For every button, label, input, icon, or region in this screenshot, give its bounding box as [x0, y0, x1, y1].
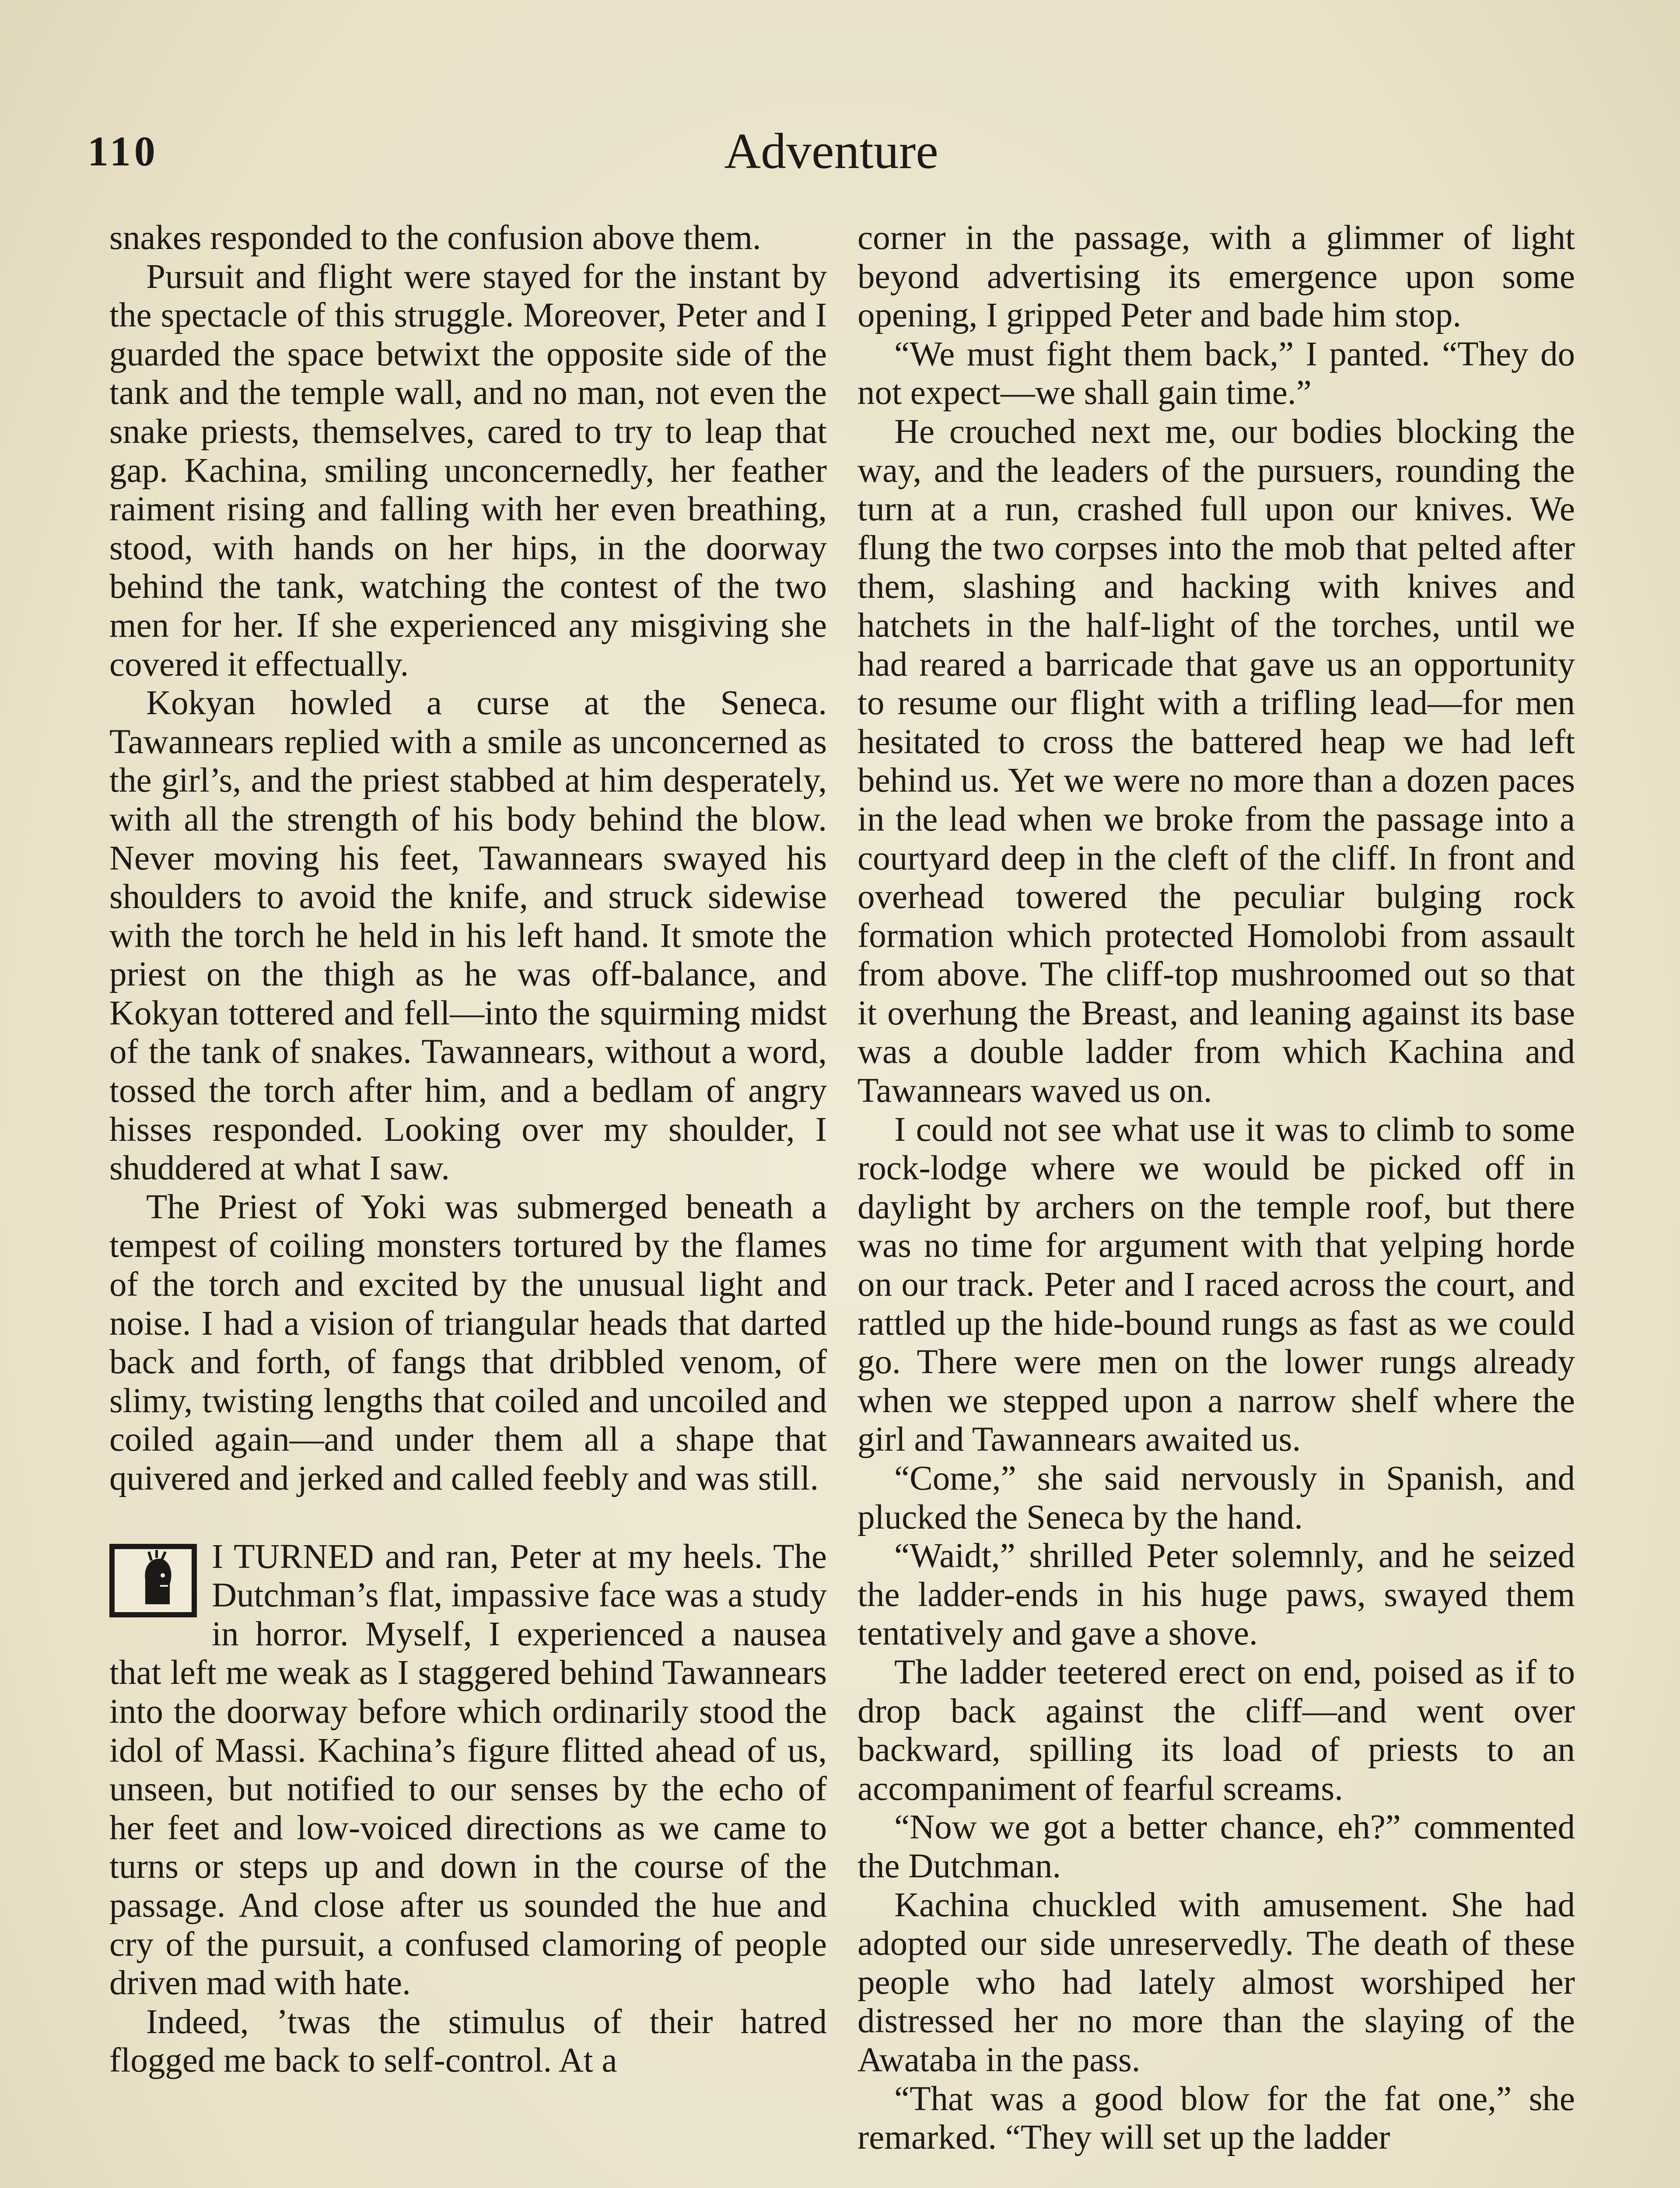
page-number: 110: [88, 128, 159, 175]
paragraph: I could not see what use it was to climb to some rock-lodge where we would be picked off in daylight by archers on the temple roof, but there was no time for argument with that yelping horde on our track. Peter and I raced across the court, and rattled up the hide-bound rungs as fast as we could go. There were men on the lower rungs already when we stepped upon a narrow shelf where the girl and Tawannears awaited us.: [858, 1110, 1575, 1459]
right-column: [858, 219, 1575, 2157]
section-opening: [109, 1538, 827, 2003]
paragraph: He crouched next me, our bodies blocking the way, and the leaders of the pursuers, rounding the turn at a run, crashed full upon our knives. We flung the two corpses into the mob that pelted after them, slashing and hacking with knives and hatchets in the half-light of the torches, until we had reared a barricade that gave us an opportunity to resume our flight with a trifling lead—for men hesitated to cross the battered heap we had left behind us. Yet we were no more than a dozen paces in the lead when we broke from the passage into a courtyard deep in the cleft of the cliff. In front and overhead towered the peculiar bulging rock formation which protected Homolobi from assault from above. The cliff-top mushroomed out so that it overhung the Breast, and leaning against its base was a double ladder from which Kachina and Tawannears waved us on.: [858, 412, 1575, 1110]
page-header: [88, 123, 1575, 184]
left-column: [109, 219, 827, 2080]
paragraph: “Come,” she said nervously in Spanish, and plucked the Seneca by the hand.: [858, 1459, 1575, 1536]
section-break: [109, 1498, 827, 1538]
paragraph: corner in the passage, with a glimmer of light beyond advertising its emergence upon some opening, I gripped Peter and bade him stop.: [858, 219, 1575, 335]
indian-head-icon: [109, 1544, 197, 1617]
running-title: Adventure: [724, 123, 938, 179]
paragraph: Pursuit and flight were stayed for the instant by the spectacle of this struggle. Moreover, Peter and I guarded the space betwixt the opposite side of the tank and the temple wall, and no man, not even the snake priests, themselves, cared to try to leap that gap. Kachina, smiling unconcernedly, her feather raiment rising and falling with her even breathing, stood, with hands on her hips, in the doorway behind the tank, watching the contest of the two men for her. If she experienced any misgiving she covered it effectually.: [109, 257, 827, 684]
paragraph: “That was a good blow for the fat one,” she remarked. “They will set up the ladder: [858, 2079, 1575, 2157]
paragraph: The Priest of Yoki was submerged beneath a tempest of coiling monsters tortured by the flames of the torch and excited by the unusual light and noise. I had a vision of triangular heads that darted back and forth, of fangs that dribbled venom, of slimy, twisting lengths that coiled and uncoiled and coiled again—and under them all a shape that quivered and jerked and called feebly and was still.: [109, 1188, 827, 1497]
paragraph: Kokyan howled a curse at the Seneca. Tawannears replied with a smile as unconcerned as the girl’s, and the priest stabbed at him desperately, with all the strength of his body behind the blow. Never moving his feet, Tawannears swayed his shoulders to avoid the knife, and struck sidewise with the torch he held in his left hand. It smote the priest on the thigh as he was off-balance, and Kokyan tottered and fell—into the squirming midst of the tank of snakes. Tawannears, without a word, tossed the torch after him, and a bedlam of angry hisses responded. Looking over my shoulder, I shuddered at what I saw.: [109, 684, 827, 1188]
paragraph: “Now we got a better chance, eh?” commented the Dutchman.: [858, 1808, 1575, 1885]
paragraph: The ladder teetered erect on end, poised as if to drop back against the cliff—and went over backward, spilling its load of priests to an accompaniment of fearful screams.: [858, 1653, 1575, 1808]
paragraph: “We must fight them back,” I panted. “They do not expect—we shall gain time.”: [858, 335, 1575, 412]
paragraph: snakes responded to the confusion above them.: [109, 219, 761, 257]
paragraph: “Waidt,” shrilled Peter solemnly, and he seized the ladder-ends in his huge paws, swayed them tentatively and gave a shove.: [858, 1537, 1575, 1653]
paragraph: I TURNED and ran, Peter at my heels. The Dutchman’s flat, impassive face was a study in horror. Myself, I experienced a nausea that left me weak as I staggered behind Tawannears into the doorway before which ordinarily stood the idol of Massi. Kachina’s figure flitted ahead of us, unseen, but notified to our senses by the echo of her feet and low-voiced directions as we came to turns or steps up and down in the course of the passage. And close after us sounded the hue and cry of the pursuit, a confused clamoring of people driven mad with hate.: [109, 1537, 827, 2002]
paragraph: Kachina chuckled with amusement. She had adopted our side unreservedly. The death of these people who had lately almost worshiped her distressed her no more than the slaying of the Awataba in the pass.: [858, 1886, 1575, 2079]
paragraph: Indeed, ’twas the stimulus of their hatred flogged me back to self-control. At a: [109, 2002, 827, 2080]
